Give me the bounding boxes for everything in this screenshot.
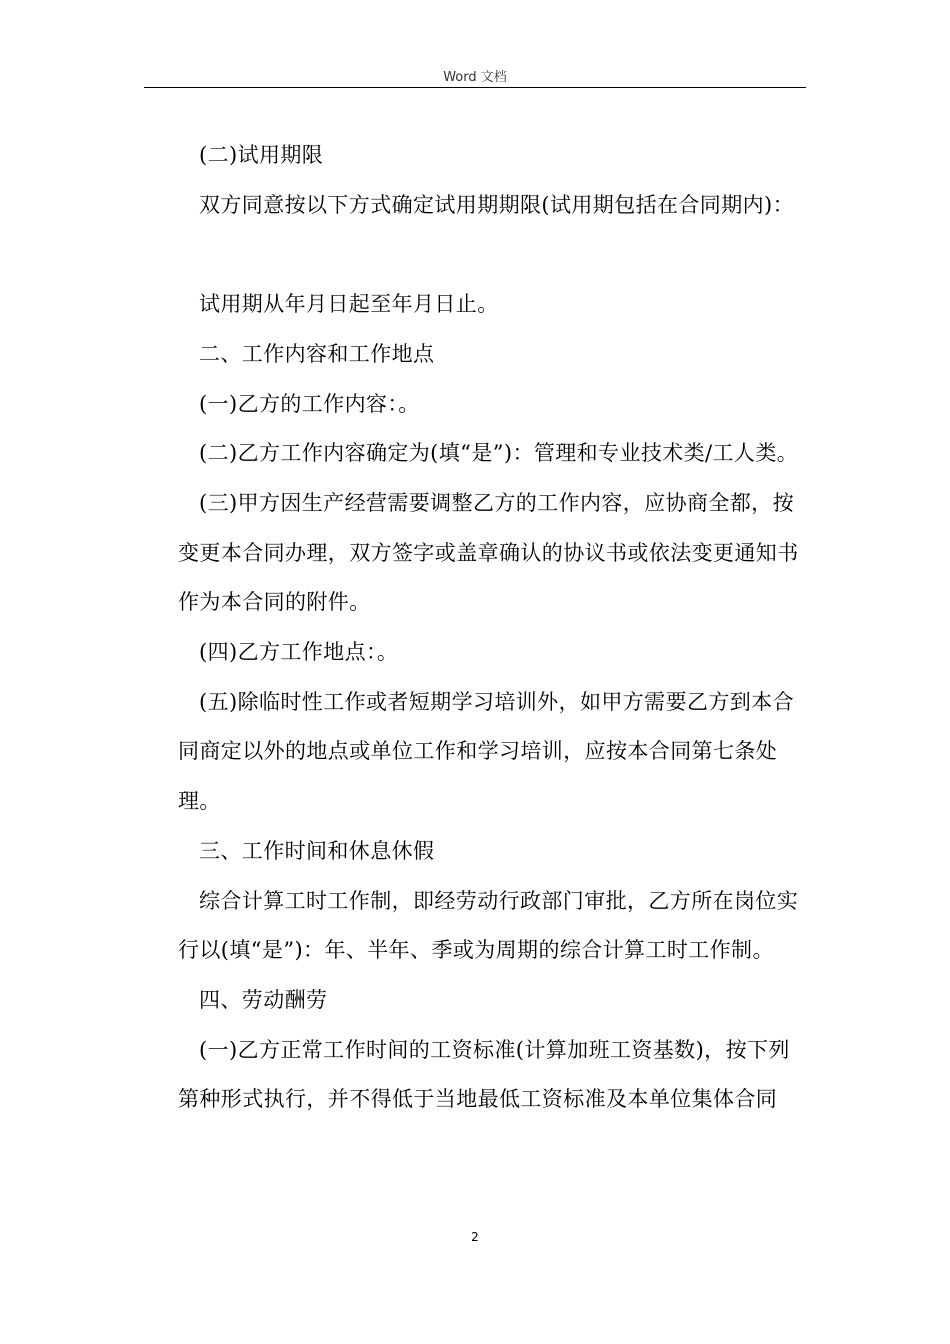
paragraph-probation-heading: (二)试用期限: [199, 143, 324, 167]
page-header: Word 文档: [443, 70, 507, 85]
paragraph-work-adjustment: (三)甲方因生产经营需要调整乙方的工作内容，应协商全都，按变更本合同办理，双方签字或盖章确认的协议书或依法变更通知书作为本合同的附件。: [178, 490, 799, 615]
paragraph-work-content: (一)乙方的工作内容：。: [199, 391, 420, 416]
document-body: [178, 131, 804, 1125]
paragraph-comprehensive-hours: 综合计算工时工作制，即经劳动行政部门审批，乙方所在岗位实行以(填“是”)：年、半年、季或为周期的综合计算工时工作制。: [178, 888, 799, 963]
paragraph-work-type: (二)乙方工作内容确定为(填“是”)：管理和专业技术类/工人类。: [199, 441, 799, 466]
paragraph-work-location: (四)乙方工作地点：。: [199, 640, 399, 665]
paragraph-probation-period: 试用期从年月日起至年月日止。: [199, 292, 499, 317]
section-heading-remuneration: 四、劳动酬劳: [199, 987, 328, 1012]
paragraph-probation-agreement: 双方同意按以下方式确定试用期期限(试用期包括在合同期内)：: [199, 192, 794, 217]
page-number: 2: [471, 1230, 479, 1244]
blank-line: [178, 230, 804, 280]
section-heading-work-hours: 三、工作时间和休息休假: [199, 838, 435, 863]
paragraph-off-site-work: (五)除临时性工作或者短期学习培训外，如甲方需要乙方到本合同商定以外的地点或单位工作和学习培训，应按本合同第七条处理。: [178, 689, 794, 814]
header-rule: [144, 87, 806, 88]
section-heading-work-content: 二、工作内容和工作地点: [199, 341, 435, 366]
paragraph-wage-standard: (一)乙方正常工作时间的工资标准(计算加班工资基数)，按下列第种形式执行，并不得低于当地最低工资标准及本单位集体合同: [178, 1037, 790, 1112]
